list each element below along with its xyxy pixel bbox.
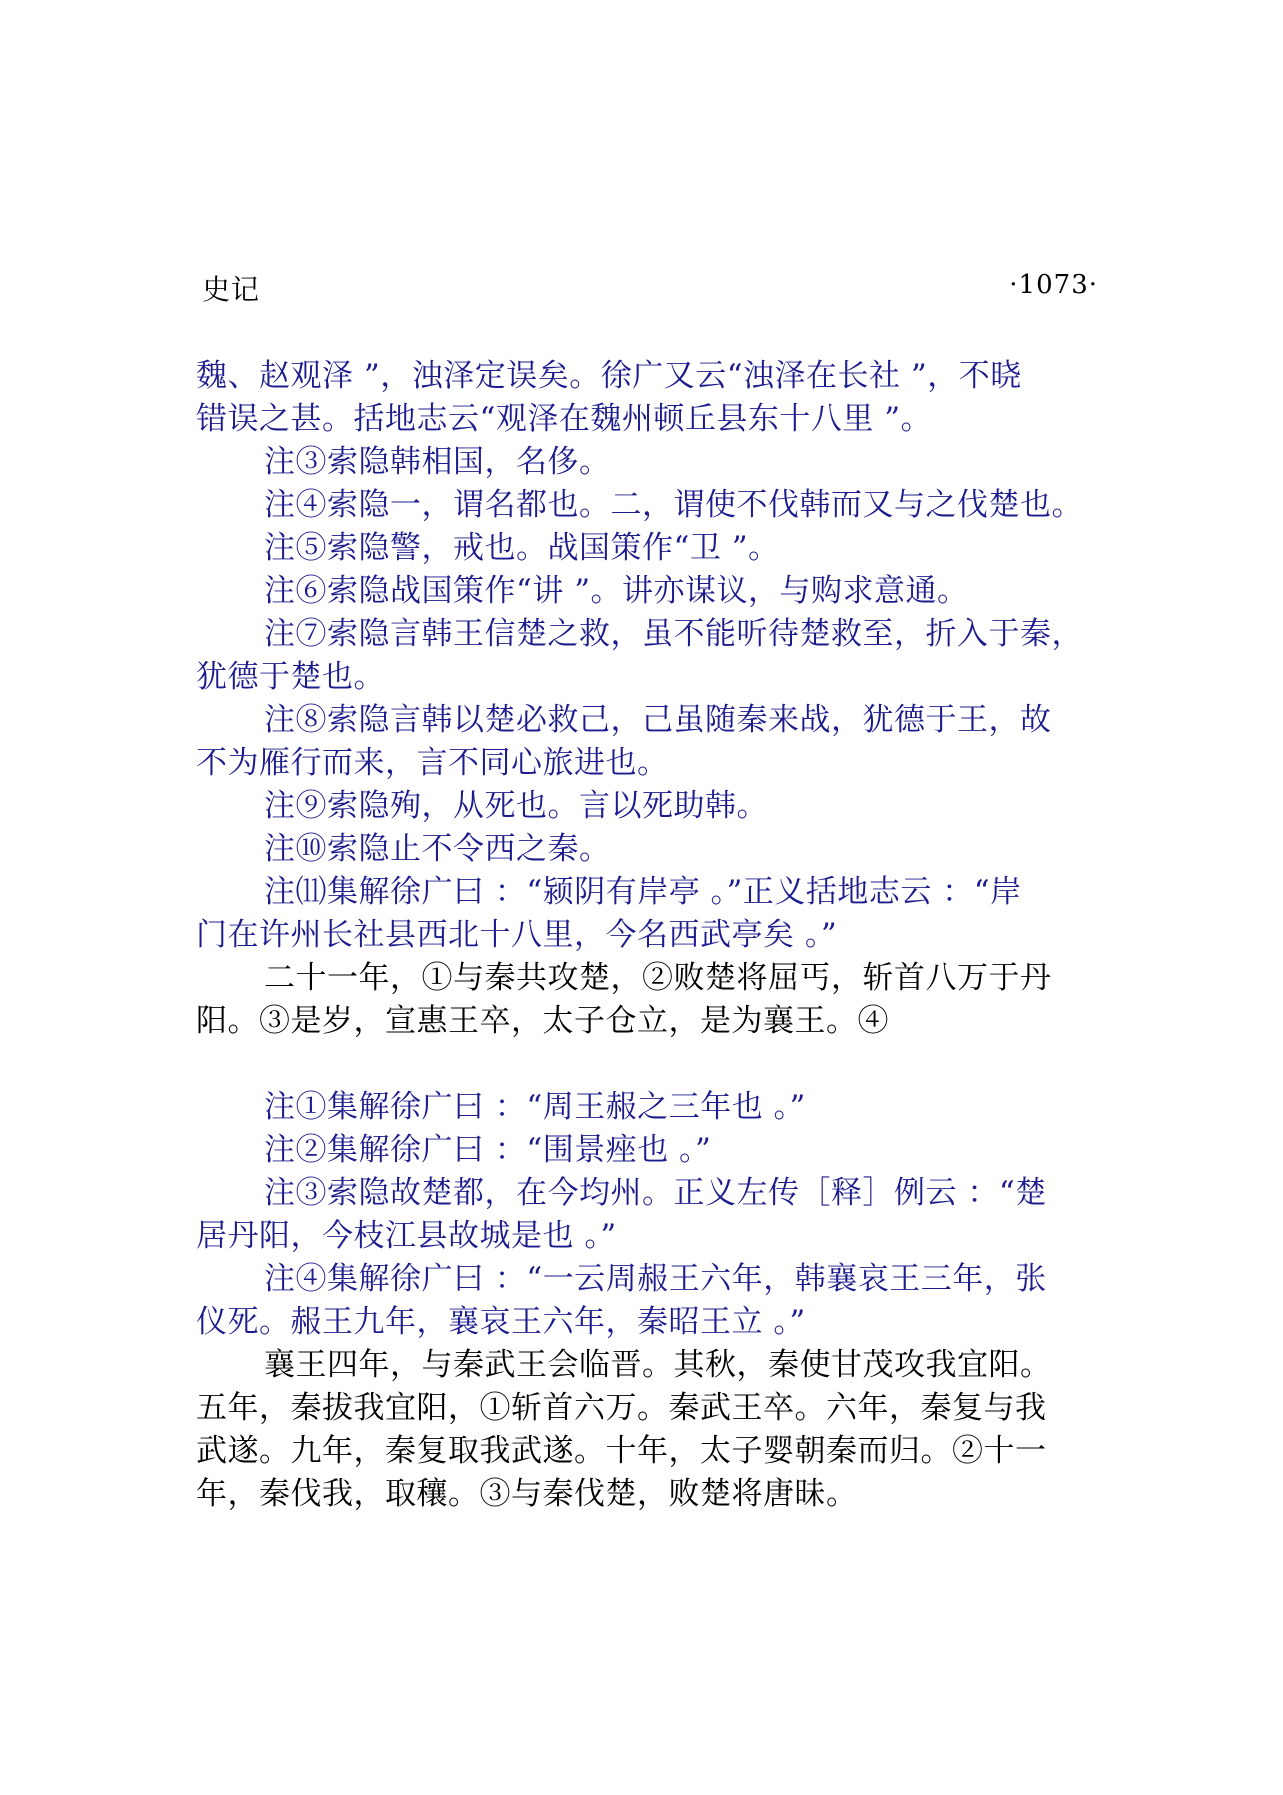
annotation-line: 注③索隐韩相国，名侈。 — [264, 444, 611, 480]
main-text-line: 武遂。九年，秦复取我武遂。十年，太子婴朝秦而归。②十一 — [196, 1433, 1047, 1469]
annotation-line: 不为雁行而来，言不同心旅进也。 — [196, 745, 669, 781]
annotation-line: 注⑧索隐言韩以楚必救己，己虽随秦来战，犹德于王，故 — [264, 702, 1052, 738]
annotation-line: 注⑦索隐言韩王信楚之救，虽不能听待楚救至，折入于秦， — [264, 616, 1083, 652]
page-number: ·1073· — [1009, 270, 1098, 300]
annotation-line: 错误之甚。括地志云“观泽在魏州顿丘县东十八里 ”。 — [196, 401, 933, 437]
annotation-line: 注③索隐故楚都，在今均州。正义左传［释］例云 ：“楚 — [264, 1175, 1047, 1211]
annotation-line: 注⑾集解徐广曰 ：“颍阴有岸亭 。”正义括地志云 ：“岸 — [264, 874, 1022, 910]
book-title: 史记 — [202, 273, 261, 306]
annotation-line: 注⑤索隐警，戒也。战国策作“卫 ”。 — [264, 530, 780, 566]
annotation-line: 魏、赵观泽 ”，浊泽定误矣。徐广又云“浊泽在长社 ”，不晓 — [196, 358, 1022, 394]
annotation-line: 犹德于楚也。 — [196, 659, 385, 695]
annotation-line: 注②集解徐广曰 ：“围景痤也 。” — [264, 1132, 712, 1168]
annotation-line: 注①集解徐广曰 ：“周王赧之三年也 。” — [264, 1089, 806, 1125]
annotation-line: 注⑨索隐殉，从死也。言以死助韩。 — [264, 788, 768, 824]
blank-line — [196, 1043, 1096, 1086]
main-text-line: 阳。③是岁，宣惠王卒，太子仓立，是为襄王。④ — [196, 1003, 889, 1039]
annotation-line: 居丹阳，今枝江县故城是也 。” — [196, 1218, 617, 1254]
page-body — [196, 355, 1096, 1516]
main-text-line: 年，秦伐我，取穰。③与秦伐楚，败楚将唐昧。 — [196, 1476, 858, 1512]
annotation-line: 仪死。赧王九年，襄哀王六年，秦昭王立 。” — [196, 1304, 806, 1340]
main-text-line: 五年，秦拔我宜阳，①斩首六万。秦武王卒。六年，秦复与我 — [196, 1390, 1047, 1426]
main-text-line: 二十一年，①与秦共攻楚，②败楚将屈丐，斩首八万于丹 — [264, 960, 1052, 996]
annotation-line: 注④集解徐广曰 ：“一云周赧王六年，韩襄哀王三年，张 — [264, 1261, 1047, 1297]
annotation-line: 门在许州长社县西北十八里，今名西武亭矣 。” — [196, 917, 838, 953]
page-header — [202, 268, 1098, 308]
annotation-line: 注④索隐一，谓名都也。二，谓使不伐韩而又与之伐楚也。 — [264, 487, 1083, 523]
annotation-line: 注⑩索隐止不令西之秦。 — [264, 831, 611, 867]
main-text-line: 襄王四年，与秦武王会临晋。其秋，秦使甘茂攻我宜阳。 — [264, 1347, 1052, 1383]
annotation-line: 注⑥索隐战国策作“讲 ”。讲亦谋议，与购求意通。 — [264, 573, 969, 609]
